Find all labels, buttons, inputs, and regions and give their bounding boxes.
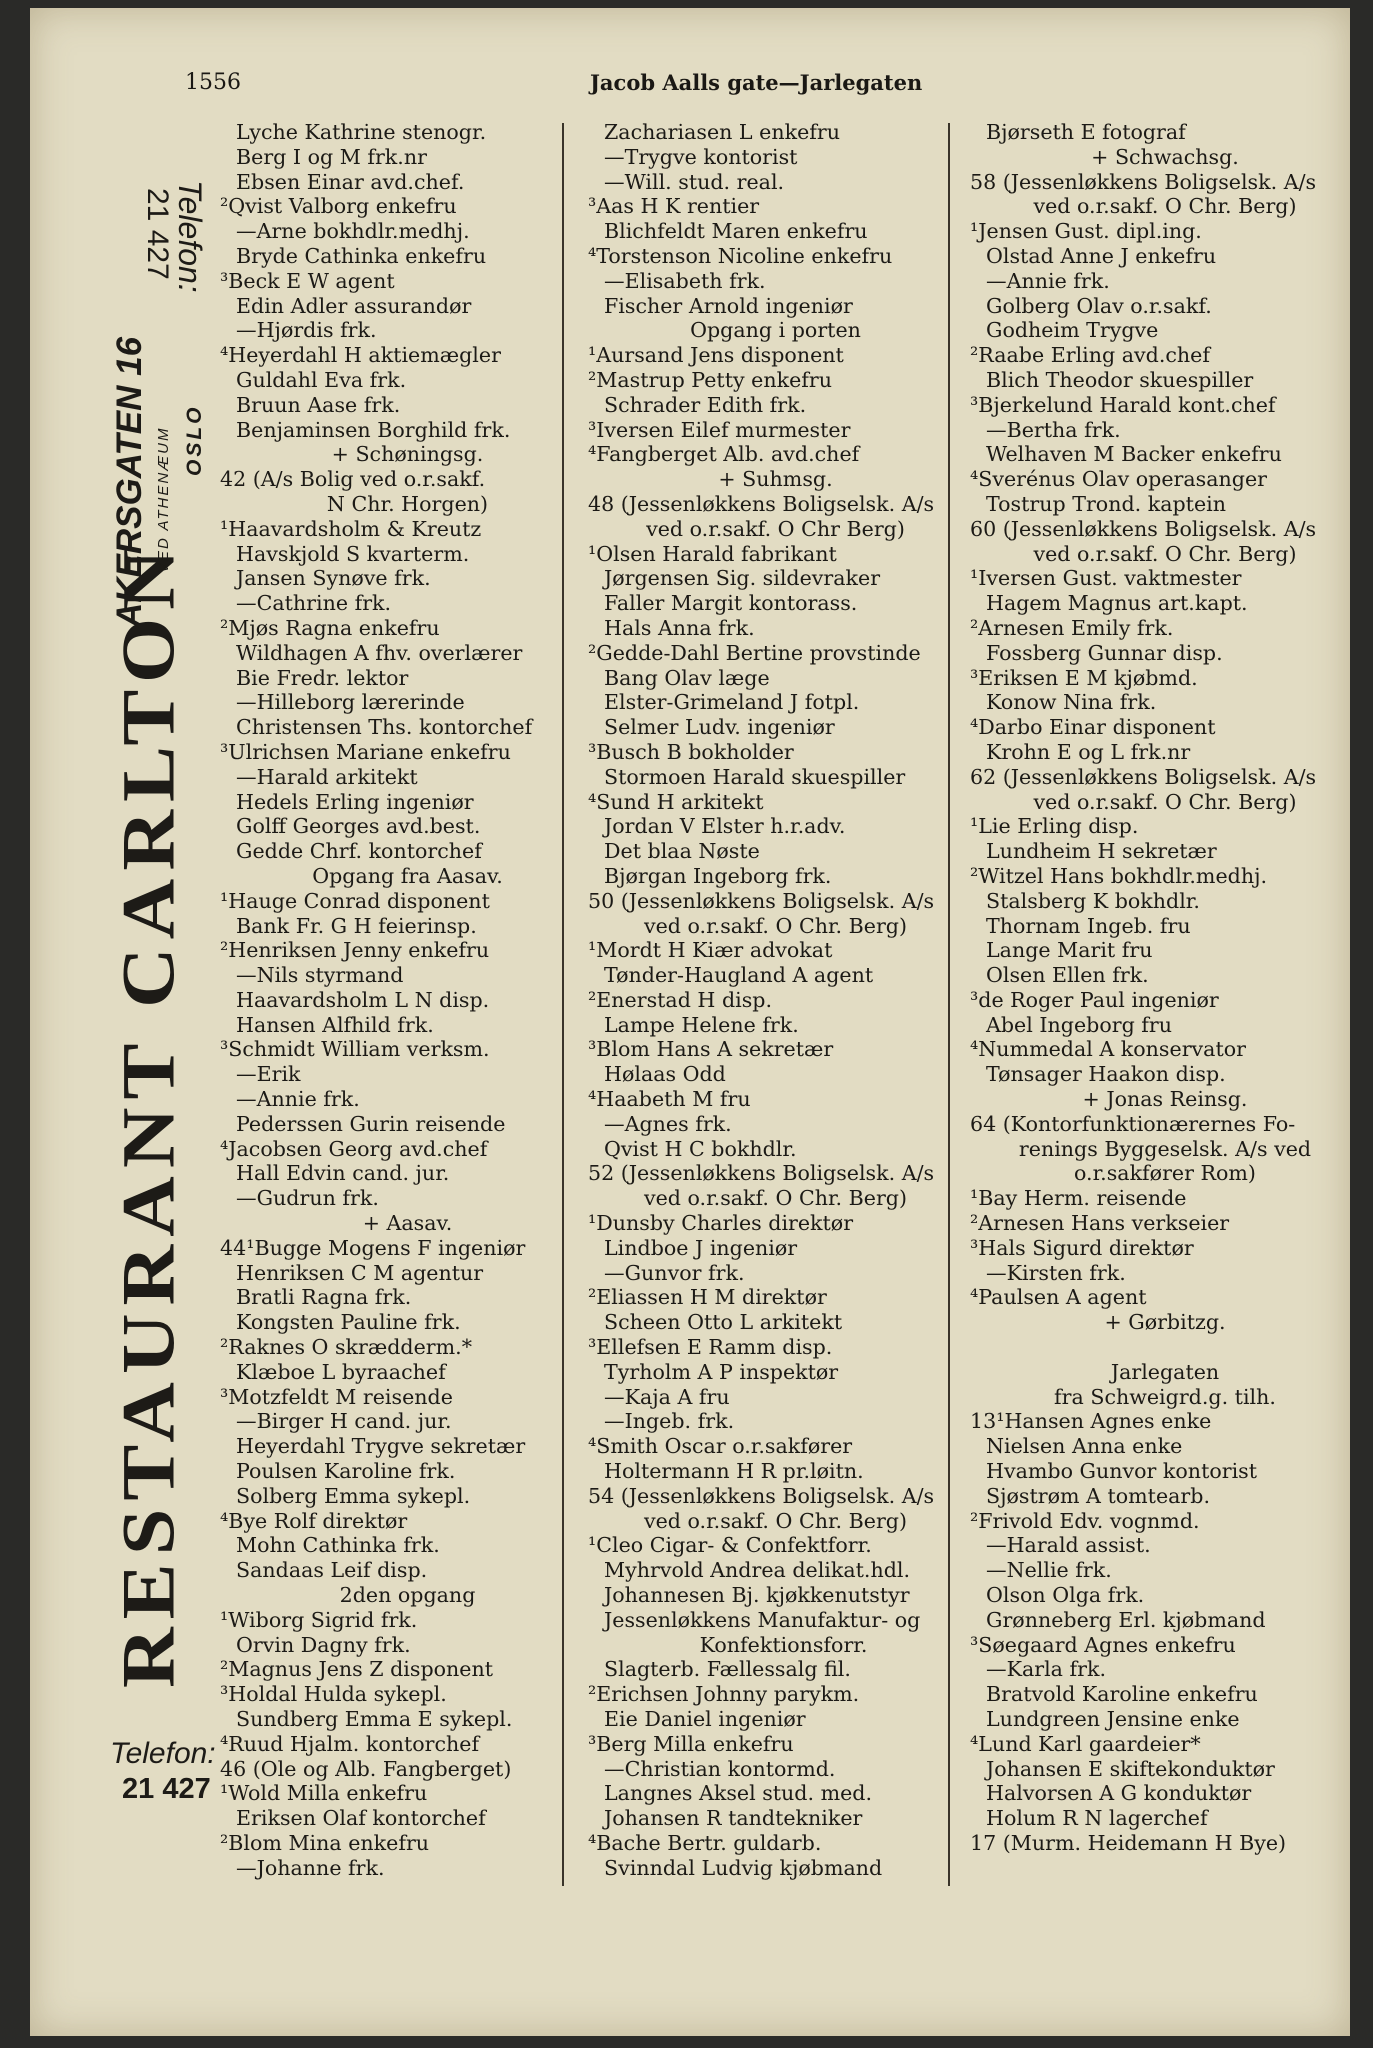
- directory-line: —Trygve kontorist: [604, 144, 798, 169]
- directory-line: renings Byggeselsk. A/s ved: [1018, 1136, 1312, 1161]
- directory-line: ⁴Ruud Hjalm. kontorchef: [220, 1731, 480, 1756]
- directory-line: ²Henriksen Jenny enkefru: [220, 938, 490, 963]
- directory-line: Bryde Cathinka enkefru: [236, 243, 487, 268]
- directory-line: ⁴Nummedal A konservator: [970, 1037, 1246, 1062]
- directory-line: 44¹Bugge Mogens F ingeniør: [220, 1235, 526, 1260]
- directory-column-2: [588, 120, 963, 1881]
- directory-line: ⁴Haabeth M fru: [588, 1087, 751, 1112]
- directory-line: ³Søegaard Agnes enkefru: [970, 1632, 1236, 1657]
- directory-line: Mohn Cathinka frk.: [236, 1533, 440, 1558]
- directory-line: ²Magnus Jens Z disponent: [220, 1657, 494, 1682]
- directory-line: ⁴Paulsen A agent: [970, 1285, 1147, 1310]
- directory-line: ³Beck E W agent: [220, 268, 395, 293]
- directory-line: 46 (Ole og Alb. Fangberget): [220, 1756, 512, 1781]
- directory-line: Guldahl Eva frk.: [236, 367, 407, 392]
- directory-line: ²Mjøs Ragna enkefru: [220, 615, 440, 640]
- directory-line: Grønneberg Erl. kjøbmand: [986, 1607, 1266, 1632]
- directory-line: Poulsen Karoline frk.: [236, 1459, 456, 1484]
- ad-address: AKERSGATEN 16: [110, 336, 149, 628]
- directory-line: ¹Aursand Jens disponent: [588, 343, 844, 368]
- directory-line: —Arne bokhdlr.medhj.: [236, 219, 470, 244]
- directory-line: ved o.r.sakf. O Chr. Berg): [1033, 789, 1297, 814]
- directory-line: 48 (Jessenløkkens Boligselsk. A/s: [588, 491, 935, 516]
- directory-line: ¹Iversen Gust. vaktmester: [970, 566, 1242, 591]
- directory-line: Opgang fra Aasav.: [312, 863, 503, 888]
- directory-line: Havskjold S kvarterm.: [236, 541, 470, 566]
- directory-line: + Schøningsg.: [331, 442, 484, 467]
- directory-line: Lyche Kathrine stenogr.: [236, 120, 487, 144]
- directory-line: ⁴Lund Karl gaardeier*: [970, 1731, 1201, 1756]
- directory-line: 52 (Jessenløkkens Boligselsk. A/s: [588, 1161, 935, 1186]
- directory-line: Krohn E og L frk.nr: [986, 739, 1191, 764]
- directory-line: —Will. stud. real.: [604, 169, 785, 194]
- directory-line: Hals Anna frk.: [604, 615, 755, 640]
- directory-line: 17 (Murm. Heidemann H Bye): [970, 1830, 1287, 1855]
- directory-line: Hølaas Odd: [604, 1062, 726, 1087]
- directory-line: ³Busch B bokholder: [588, 739, 794, 764]
- ad-restaurant-name: RESTAURANT CARLTON: [106, 541, 191, 1688]
- directory-line: ¹Wold Milla enkefru: [220, 1781, 428, 1806]
- directory-line: Thornam Ingeb. fru: [986, 913, 1191, 938]
- directory-line: —Nils styrmand: [236, 963, 404, 988]
- directory-line: —Harald assist.: [986, 1533, 1151, 1558]
- directory-line: Jørgensen Sig. sildevraker: [604, 566, 881, 591]
- directory-line: + Aasav.: [362, 1211, 453, 1236]
- directory-line: Konow Nina frk.: [986, 690, 1157, 715]
- directory-line: ⁴Smith Oscar o.r.sakfører: [588, 1434, 853, 1459]
- directory-line: ⁴Sverénus Olav operasanger: [970, 467, 1268, 492]
- directory-line: 50 (Jessenløkkens Boligselsk. A/s: [588, 888, 935, 913]
- directory-line: —Annie frk.: [986, 268, 1110, 293]
- directory-line: —Hilleborg lærerinde: [236, 690, 465, 715]
- directory-line: Bang Olav læge: [604, 665, 770, 690]
- directory-line: ¹Dunsby Charles direktør: [588, 1211, 854, 1236]
- directory-line: Olsen Ellen frk.: [986, 963, 1149, 988]
- directory-line: ved o.r.sakf. O Chr. Berg): [643, 1186, 908, 1211]
- directory-line: Tønder-Haugland A agent: [604, 963, 874, 988]
- directory-line: Gedde Chrf. kontorchef: [236, 839, 482, 864]
- directory-line: —Christian kontormd.: [604, 1756, 836, 1781]
- directory-line: 62 (Jessenløkkens Boligselsk. A/s: [970, 764, 1317, 789]
- directory-line: Halvorsen A G konduktør: [986, 1781, 1252, 1806]
- directory-line: Ebsen Einar avd.chef.: [236, 169, 465, 194]
- directory-line: Bruun Aase frk.: [236, 392, 401, 417]
- directory-line: Lampe Helene frk.: [604, 1012, 799, 1037]
- directory-line: Wildhagen A fhv. overlærer: [236, 640, 523, 665]
- directory-line: ved o.r.sakf. O Chr. Berg): [643, 913, 908, 938]
- directory-line: Olstad Anne J enkefru: [986, 243, 1217, 268]
- directory-line: Christensen Ths. kontorchef: [236, 715, 533, 740]
- directory-line: + Suhmsg.: [718, 467, 833, 492]
- directory-line: ³Holdal Hulda sykepl.: [220, 1682, 447, 1707]
- directory-line: Berg I og M frk.nr: [236, 144, 427, 169]
- directory-line: Tønsager Haakon disp.: [986, 1062, 1226, 1087]
- directory-line: Edin Adler assurandør: [236, 293, 472, 318]
- directory-line: ¹Haavardsholm & Kreutz: [220, 516, 482, 541]
- directory-line: ²Enerstad H disp.: [588, 987, 773, 1012]
- directory-line: ³Eriksen E M kjøbmd.: [970, 665, 1198, 690]
- directory-line: o.r.sakfører Rom): [1074, 1161, 1256, 1186]
- directory-line: ¹Wiborg Sigrid frk.: [220, 1607, 418, 1632]
- directory-line: —Annie frk.: [236, 1087, 360, 1112]
- page-number: 1556: [185, 70, 241, 95]
- directory-line: —Harald arkitekt: [236, 764, 418, 789]
- directory-line: Hansen Alfhild frk.: [236, 1012, 434, 1037]
- directory-line: ³Hals Sigurd direktør: [970, 1235, 1194, 1260]
- directory-line: Sjøstrøm A tomtearb.: [986, 1483, 1210, 1508]
- directory-line: Elster-Grimeland J fotpl.: [604, 690, 860, 715]
- directory-line: ³Berg Milla enkefru: [588, 1731, 794, 1756]
- directory-line: Solberg Emma sykepl.: [236, 1483, 471, 1508]
- directory-line: Holtermann H R pr.løitn.: [604, 1459, 864, 1484]
- directory-line: ⁴Heyerdahl H aktiemægler: [220, 343, 501, 368]
- directory-line: ²Erichsen Johnny parykm.: [588, 1682, 860, 1707]
- directory-line: —Elisabeth frk.: [604, 268, 766, 293]
- directory-line: Selmer Ludv. ingeniør: [604, 715, 835, 740]
- directory-line: Welhaven M Backer enkefru: [986, 442, 1282, 467]
- directory-line: Sandaas Leif disp.: [236, 1558, 428, 1583]
- directory-line: ²Frivold Edv. vognmd.: [970, 1508, 1200, 1533]
- directory-line: ²Gedde-Dahl Bertine provstinde: [588, 640, 921, 665]
- directory-line: ²Raabe Erling avd.chef: [970, 343, 1210, 368]
- directory-line: ³Ulrichsen Mariane enkefru: [220, 739, 511, 764]
- directory-line: Heyerdahl Trygve sekretær: [236, 1434, 526, 1459]
- directory-line: —Karla frk.: [986, 1657, 1107, 1682]
- directory-line: Myhrvold Andrea delikat.hdl.: [604, 1558, 911, 1583]
- directory-line: Slagterb. Fællessalg fil.: [604, 1657, 851, 1682]
- ad-subtitle: VED ATHENÆUM: [155, 426, 172, 573]
- ad-phone-label-rotated: Telefon:: [172, 180, 208, 293]
- directory-line: Det blaa Nøste: [604, 839, 760, 864]
- directory-line: Stalsberg K bokhdlr.: [986, 888, 1200, 913]
- ad-city: OSLO: [183, 404, 206, 476]
- directory-line: Johannesen Bj. kjøkkenutstyr: [604, 1583, 910, 1608]
- ad-phone-label: Telefon:: [110, 1737, 216, 1770]
- directory-line: ¹Olsen Harald fabrikant: [588, 541, 837, 566]
- directory-line: ⁴Bache Bertr. guldarb.: [588, 1830, 822, 1855]
- directory-line: Jordan V Elster h.r.adv.: [604, 814, 846, 839]
- directory-line: ³Motzfeldt M reisende: [220, 1384, 453, 1409]
- directory-line: Holum R N lagerchef: [986, 1806, 1208, 1831]
- directory-line: Konfektionsforr.: [699, 1632, 868, 1657]
- directory-line: ¹Cleo Cigar- & Confektforr.: [588, 1533, 872, 1558]
- directory-line: ¹Bay Herm. reisende: [970, 1186, 1187, 1211]
- directory-page: [30, 8, 1350, 2036]
- directory-line: + Jonas Reinsg.: [1082, 1087, 1248, 1112]
- directory-line: 13¹Hansen Agnes enke: [970, 1409, 1212, 1434]
- directory-line: Jansen Synøve frk.: [236, 566, 431, 591]
- directory-line: Lundgreen Jensine enke: [986, 1707, 1240, 1731]
- directory-line: + Gørbitzg.: [1104, 1310, 1226, 1335]
- directory-line: [970, 1335, 1360, 1360]
- directory-line: Bjørgan Ingeborg frk.: [604, 863, 832, 888]
- directory-line: ²Arnesen Hans verkseier: [970, 1211, 1230, 1236]
- directory-line: —Kirsten frk.: [986, 1260, 1126, 1285]
- directory-line: ³Iversen Eilef murmester: [588, 417, 851, 442]
- directory-line: ved o.r.sakf. O Chr. Berg): [1033, 541, 1297, 566]
- directory-line: Faller Margit kontorass.: [604, 591, 858, 616]
- directory-line: ved o.r.sakf. O Chr. Berg): [643, 1508, 908, 1533]
- directory-line: 54 (Jessenløkkens Boligselsk. A/s: [588, 1483, 935, 1508]
- directory-line: Kongsten Pauline frk.: [236, 1310, 461, 1335]
- directory-line: ³Blom Hans A sekretær: [588, 1037, 834, 1062]
- directory-line: —Kaja A fru: [604, 1384, 730, 1409]
- directory-line: Eie Daniel ingeniør: [604, 1707, 806, 1731]
- directory-line: Klæboe L byraachef: [236, 1359, 446, 1384]
- directory-line: —Agnes frk.: [604, 1111, 732, 1136]
- directory-line: ¹Mordt H Kiær advokat: [588, 938, 833, 963]
- directory-line: Bank Fr. G H feierinsp.: [236, 913, 477, 938]
- directory-line: Godheim Trygve: [986, 318, 1159, 343]
- directory-line: ³Schmidt William verksm.: [220, 1037, 490, 1062]
- directory-line: —Gunvor frk.: [604, 1260, 745, 1285]
- directory-line: Lange Marit fru: [986, 938, 1153, 963]
- directory-line: Tyrholm A P inspektør: [604, 1359, 839, 1384]
- directory-line: Orvin Dagny frk.: [236, 1632, 411, 1657]
- directory-line: Abel Ingeborg fru: [986, 1012, 1173, 1037]
- directory-line: Hagem Magnus art.kapt.: [986, 591, 1248, 616]
- directory-line: ⁴Jacobsen Georg avd.chef: [220, 1136, 488, 1161]
- directory-line: —Johanne frk.: [236, 1855, 385, 1880]
- directory-line: —Birger H cand. jur.: [236, 1409, 452, 1434]
- directory-line: ²Witzel Hans bokhdlr.medhj.: [970, 863, 1268, 888]
- directory-line: Haavardsholm L N disp.: [236, 987, 490, 1012]
- directory-line: ⁴Fangberget Alb. avd.chef: [588, 442, 860, 467]
- directory-line: ²Blom Mina enkefru: [220, 1830, 430, 1855]
- directory-line: ²Eliassen H M direktør: [588, 1285, 827, 1310]
- directory-line: —Gudrun frk.: [236, 1186, 379, 1211]
- directory-line: fra Schweigrd.g. tilh.: [1054, 1384, 1276, 1409]
- directory-line: 2den opgang: [339, 1583, 476, 1608]
- directory-line: Bjørseth E fotograf: [986, 120, 1186, 144]
- directory-line: ⁴Bye Rolf direktør: [220, 1508, 408, 1533]
- directory-line: Bratvold Karoline enkefru: [986, 1682, 1258, 1707]
- directory-line: Fossberg Gunnar disp.: [986, 640, 1223, 665]
- directory-line: Golberg Olav o.r.sakf.: [986, 293, 1212, 318]
- directory-line: Qvist H C bokhdlr.: [604, 1136, 797, 1161]
- directory-line: Svinndal Ludvig kjøbmand: [604, 1855, 883, 1880]
- directory-line: Hall Edvin cand. jur.: [236, 1161, 450, 1186]
- directory-line: ved o.r.sakf. O Chr Berg): [646, 516, 905, 541]
- directory-line: —Cathrine frk.: [236, 591, 392, 616]
- directory-line: ¹Hauge Conrad disponent: [220, 888, 490, 913]
- directory-line: 60 (Jessenløkkens Boligselsk. A/s: [970, 516, 1317, 541]
- directory-line: —Bertha frk.: [986, 417, 1121, 442]
- directory-line: Lundheim H sekretær: [986, 839, 1217, 864]
- directory-line: Opgang i porten: [690, 318, 861, 343]
- directory-line: —Hjørdis frk.: [236, 318, 377, 343]
- directory-line: ²Arnesen Emily frk.: [970, 615, 1174, 640]
- directory-line: Zachariasen L enkefru: [604, 120, 841, 144]
- directory-column-3: [970, 120, 1360, 1856]
- directory-line: N Chr. Horgen): [326, 491, 489, 516]
- directory-line: Blich Theodor skuespiller: [986, 367, 1254, 392]
- directory-line: Henriksen C M agentur: [236, 1260, 484, 1285]
- directory-line: Eriksen Olaf kontorchef: [236, 1806, 486, 1831]
- directory-line: ved o.r.sakf. O Chr. Berg): [1033, 194, 1297, 219]
- ad-phone-number-rotated: 21 427: [141, 188, 174, 280]
- directory-line: Bratli Ragna frk.: [236, 1285, 412, 1310]
- directory-line: ²Qvist Valborg enkefru: [220, 194, 457, 219]
- directory-line: Langnes Aksel stud. med.: [604, 1781, 873, 1806]
- directory-line: Stormoen Harald skuespiller: [604, 764, 906, 789]
- directory-line: ⁴Sund H arkitekt: [588, 789, 764, 814]
- directory-line: ³Aas H K rentier: [588, 194, 760, 219]
- directory-line: ⁴Darbo Einar disponent: [970, 715, 1216, 740]
- directory-line: Pederssen Gurin reisende: [236, 1111, 506, 1136]
- directory-line: —Nellie frk.: [986, 1558, 1112, 1583]
- directory-line: ¹Lie Erling disp.: [970, 814, 1139, 839]
- directory-line: ⁴Torstenson Nicoline enkefru: [588, 243, 893, 268]
- directory-line: Bie Fredr. lektor: [236, 665, 409, 690]
- directory-line: ¹Jensen Gust. dipl.ing.: [970, 219, 1202, 244]
- ad-phone-number: 21 427: [122, 1773, 211, 1805]
- directory-line: Nielsen Anna enke: [986, 1434, 1183, 1459]
- directory-line: Hedels Erling ingeniør: [236, 789, 474, 814]
- directory-line: ³Ellefsen E Ramm disp.: [588, 1335, 833, 1360]
- directory-line: ³Bjerkelund Harald kont.chef: [970, 392, 1276, 417]
- directory-line: Jarlegaten: [1110, 1359, 1220, 1384]
- directory-line: —Erik: [236, 1062, 301, 1087]
- directory-line: Johansen E skiftekonduktør: [986, 1756, 1275, 1781]
- directory-line: —Ingeb. frk.: [604, 1409, 735, 1434]
- directory-line: Johansen R tandtekniker: [604, 1806, 863, 1831]
- directory-line: Jessenløkkens Manufaktur- og: [604, 1607, 921, 1632]
- running-head: Jacob Aalls gate—Jarlegaten: [590, 70, 923, 95]
- directory-line: Sundberg Emma E sykepl.: [236, 1707, 513, 1731]
- directory-line: + Schwachsg.: [1091, 144, 1239, 169]
- directory-line: Schrader Edith frk.: [604, 392, 807, 417]
- directory-line: ²Mastrup Petty enkefru: [588, 367, 832, 392]
- directory-line: 58 (Jessenløkkens Boligselsk. A/s: [970, 169, 1317, 194]
- directory-line: Olson Olga frk.: [986, 1583, 1145, 1608]
- directory-line: 42 (A/s Bolig ved o.r.sakf.: [220, 467, 486, 492]
- directory-line: ³de Roger Paul ingeniør: [970, 987, 1219, 1012]
- directory-line: Scheen Otto L arkitekt: [604, 1310, 843, 1335]
- directory-line: Blichfeldt Maren enkefru: [604, 219, 868, 244]
- directory-line: Fischer Arnold ingeniør: [604, 293, 853, 318]
- directory-line: Golff Georges avd.best.: [236, 814, 481, 839]
- directory-column-1: [220, 120, 595, 1881]
- directory-line: Lindboe J ingeniør: [604, 1235, 798, 1260]
- directory-line: Tostrup Trond. kaptein: [986, 491, 1226, 516]
- directory-line: 64 (Kontorfunktionærernes Fo-: [970, 1111, 1296, 1136]
- directory-line: Hvambo Gunvor kontorist: [986, 1459, 1258, 1484]
- directory-line: Benjaminsen Borghild frk.: [236, 417, 511, 442]
- directory-line: ²Raknes O skrædderm.*: [220, 1335, 473, 1360]
